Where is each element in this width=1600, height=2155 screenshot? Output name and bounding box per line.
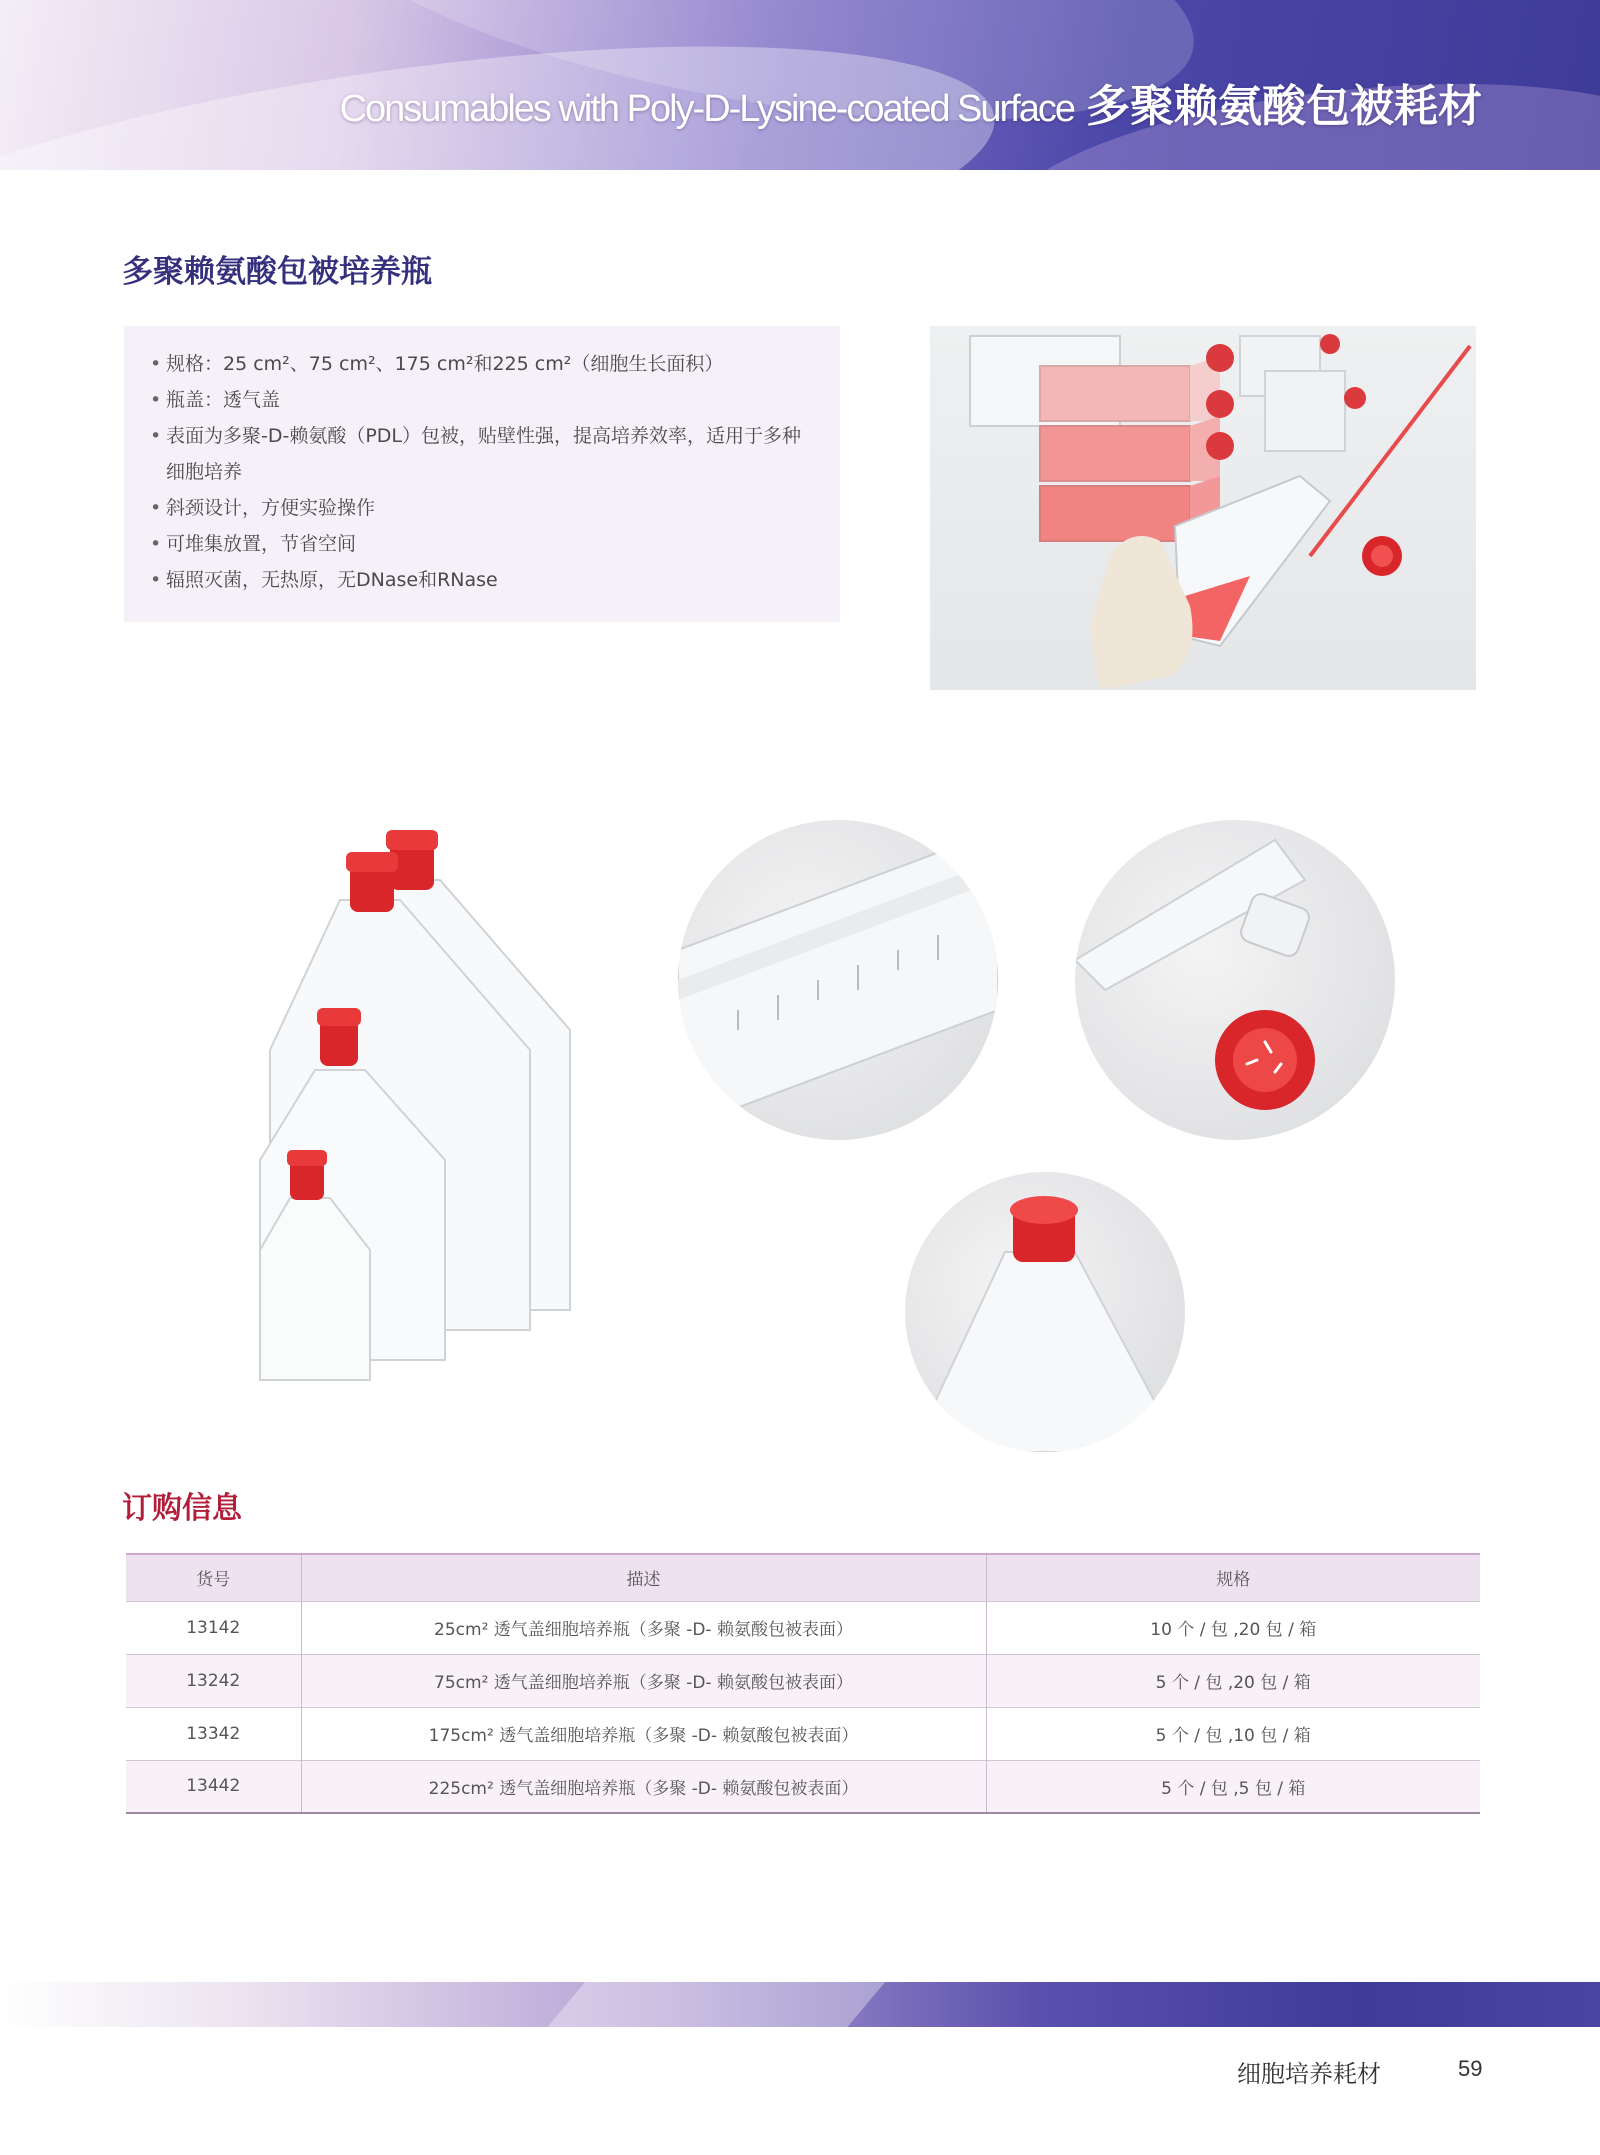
table-header-row bbox=[126, 1554, 1480, 1601]
column-header-description: 描述 bbox=[301, 1554, 986, 1601]
flask-cluster-image bbox=[240, 800, 620, 1390]
table-row bbox=[126, 1654, 1480, 1707]
table-row bbox=[126, 1601, 1480, 1654]
flask-top-closeup bbox=[905, 1172, 1185, 1452]
cell-description: 225cm² 透气盖细胞培养瓶（多聚 -D- 赖氨酸包被表面） bbox=[301, 1760, 986, 1813]
cell-item-no: 13442 bbox=[126, 1760, 301, 1813]
order-info-title: 订购信息 bbox=[122, 1491, 242, 1526]
order-table bbox=[126, 1553, 1480, 1814]
feature-item: • 规格：25 cm²、75 cm²、175 cm²和225 cm²（细胞生长面积） bbox=[150, 346, 814, 382]
neck-closeup-illustration bbox=[1075, 820, 1395, 1140]
cell-item-no: 13342 bbox=[126, 1707, 301, 1760]
feature-item: • 表面为多聚-D-赖氨酸（PDL）包被，贴壁性强，提高培养效率，适用于多种细胞培养 bbox=[150, 418, 814, 490]
cell-item-no: 13242 bbox=[126, 1654, 301, 1707]
column-header-item-no: 货号 bbox=[126, 1554, 301, 1601]
flask-cluster-illustration bbox=[240, 800, 620, 1390]
cell-spec: 5 个 / 包 ,10 包 / 箱 bbox=[986, 1707, 1480, 1760]
feature-item: • 辐照灭菌，无热原，无DNase和RNase bbox=[150, 562, 814, 598]
cell-spec: 5 个 / 包 ,5 包 / 箱 bbox=[986, 1760, 1480, 1813]
feature-item: • 可堆集放置，节省空间 bbox=[150, 526, 814, 562]
feature-list bbox=[150, 346, 814, 598]
footer-category-label: 细胞培养耗材 bbox=[1237, 2060, 1381, 2088]
table-row bbox=[126, 1707, 1480, 1760]
lab-photo bbox=[930, 326, 1476, 690]
features-box bbox=[124, 326, 840, 622]
top-closeup-illustration bbox=[905, 1172, 1185, 1452]
cell-description: 75cm² 透气盖细胞培养瓶（多聚 -D- 赖氨酸包被表面） bbox=[301, 1654, 986, 1707]
feature-item: • 斜颈设计，方便实验操作 bbox=[150, 490, 814, 526]
cell-description: 175cm² 透气盖细胞培养瓶（多聚 -D- 赖氨酸包被表面） bbox=[301, 1707, 986, 1760]
table-row bbox=[126, 1760, 1480, 1813]
column-header-spec: 规格 bbox=[986, 1554, 1480, 1601]
page-number: 59 bbox=[1458, 2056, 1483, 2081]
page-header-title bbox=[340, 70, 1482, 134]
header-banner bbox=[0, 0, 1600, 170]
flask-scale-closeup bbox=[678, 820, 998, 1140]
cell-description: 25cm² 透气盖细胞培养瓶（多聚 -D- 赖氨酸包被表面） bbox=[301, 1601, 986, 1654]
cell-item-no: 13142 bbox=[126, 1601, 301, 1654]
section-title: 多聚赖氨酸包被培养瓶 bbox=[122, 254, 432, 290]
feature-item: • 瓶盖：透气盖 bbox=[150, 382, 814, 418]
footer-band bbox=[0, 1982, 1600, 2027]
header-title-en: Consumables with Poly-D-Lysine-coated Surface bbox=[339, 88, 1074, 130]
header-title-cn: 多聚赖氨酸包被耗材 bbox=[1086, 81, 1482, 132]
cell-spec: 10 个 / 包 ,20 包 / 箱 bbox=[986, 1601, 1480, 1654]
scale-closeup-illustration bbox=[678, 820, 998, 1140]
flask-neck-and-cap-closeup bbox=[1075, 820, 1395, 1140]
lab-photo-illustration bbox=[930, 326, 1476, 690]
cell-spec: 5 个 / 包 ,20 包 / 箱 bbox=[986, 1654, 1480, 1707]
footer-swoosh bbox=[526, 1972, 893, 2052]
